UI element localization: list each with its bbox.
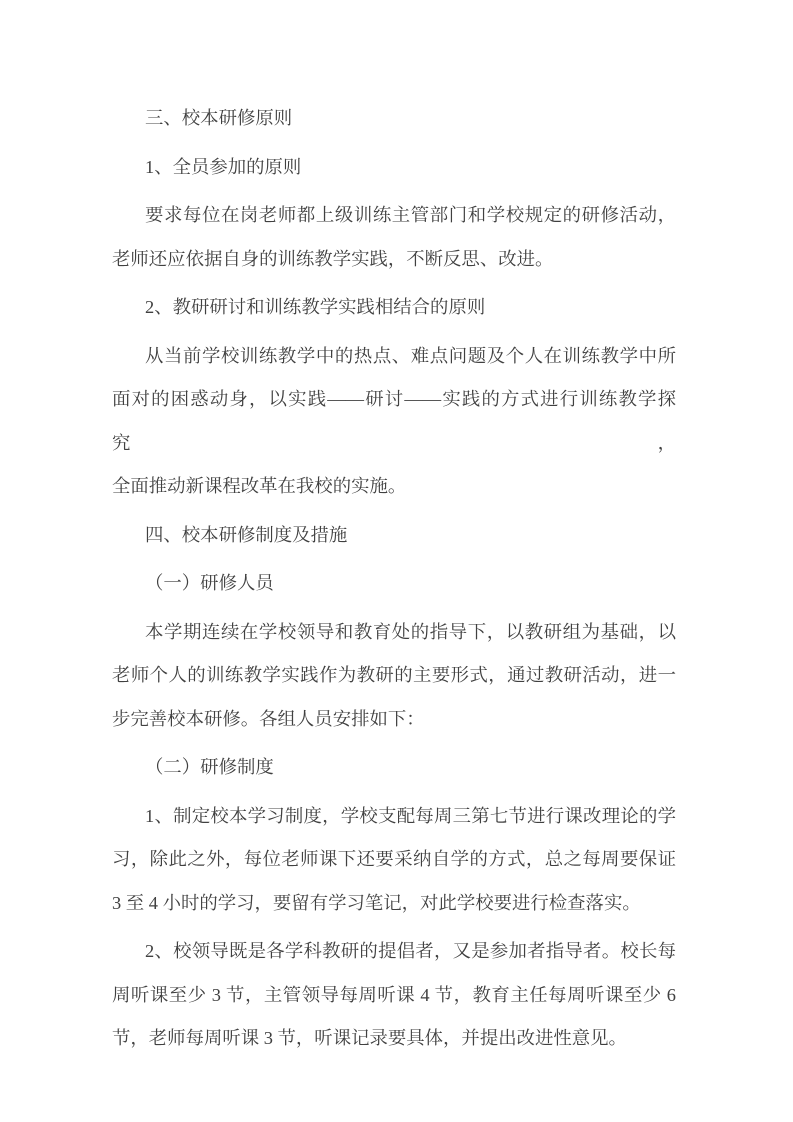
text-line: 1、全员参加的原则 [145,156,302,177]
text-line: （二）研修制度 [145,757,274,777]
subsection-heading [112,286,676,330]
text-line: 1、制定校本学习制度，学校支配每周三第七节进行课改理论的学 [145,805,676,826]
text-line: 本学期连续在学校领导和教育处的指导下，以教研组为基础，以 [145,621,676,642]
text-line: 习，除此之外，每位老师课下还要采纳自学的方式，总之每周要保证 [112,849,676,869]
subsection-heading [112,146,676,190]
text-line: 老师还应依据自身的训练教学实践，不断反思、改进。 [112,248,554,269]
subsection-heading [112,746,676,790]
text-line: 要求每位在岗老师都上级训练主管部门和学校规定的研修活动， [145,205,676,225]
body-paragraph [112,194,676,281]
section-heading [112,514,676,558]
body-paragraph [112,795,676,926]
body-paragraph [112,611,676,742]
text-line: 步完善校本研修。各组人员安排如下： [112,708,425,729]
body-paragraph [112,930,676,1061]
text-line: 老师个人的训练教学实践作为教研的主要形式，通过教研活动，进一 [112,665,676,685]
text-line: （一）研修人员 [145,573,274,593]
text-line: 三、校本研修原则 [145,108,293,128]
text-line: 节，老师每周听课 3 节，听课记录要具体，并提出改进性意见。 [112,1028,627,1048]
subsection-heading [112,562,676,606]
text-line: 2、校领导既是各学科教研的提倡者，又是参加者指导者。校长每 [145,941,676,961]
text-line: 周听课至少 3 节，主管领导每周听课 4 节，教育主任每周听课至少 6 [112,984,676,1005]
body-paragraph [112,335,676,509]
text-line: 面对的困惑动身，以实践——研讨——实践的方式进行训练教学探究， [112,389,676,453]
text-line: 2、教研研讨和训练教学实践相结合的原则 [145,297,486,317]
text-line: 从当前学校训练教学中的热点、难点问题及个人在训练教学中所 [145,345,676,366]
text-line: 全面推动新课程改革在我校的实施。 [112,476,407,496]
document-body [112,97,676,1061]
section-heading [112,97,676,141]
text-line: 3 至 4 小时的学习，要留有学习笔记，对此学校要进行检查落实。 [112,892,641,913]
text-line: 四、校本研修制度及措施 [145,524,348,545]
